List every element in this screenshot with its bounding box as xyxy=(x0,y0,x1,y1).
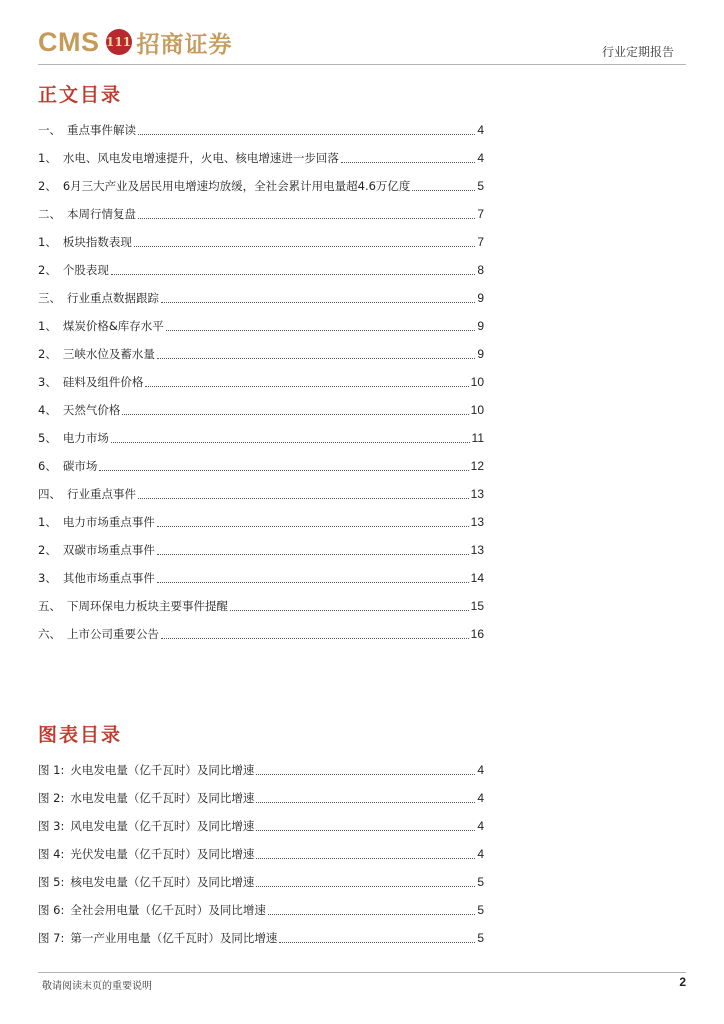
toc-entry-page: 12 xyxy=(470,459,484,473)
toc-entry[interactable] xyxy=(38,228,484,256)
toc-entry-title: 重点事件解读 xyxy=(67,123,136,137)
footer-disclaimer-note: 敬请阅读末页的重要说明 xyxy=(42,981,152,992)
toc-entry-page: 14 xyxy=(470,571,484,585)
toc-entry-number: 5、 xyxy=(38,431,57,445)
toc-entry-number: 图 2: xyxy=(38,791,65,805)
toc-dot-leader xyxy=(157,358,475,359)
toc-dot-leader xyxy=(157,582,469,583)
toc-entry-title: 水电发电量（亿千瓦时）及同比增速 xyxy=(70,791,255,805)
toc-entry[interactable] xyxy=(38,592,484,620)
toc-dot-leader xyxy=(412,190,475,191)
toc-entry-number: 3、 xyxy=(38,375,57,389)
toc-entry-page: 7 xyxy=(477,235,484,249)
toc-entry-title: 本周行情复盘 xyxy=(67,207,136,221)
toc-entry-page: 10 xyxy=(470,375,484,389)
toc-dot-leader xyxy=(138,218,475,219)
toc-entry-title: 火电发电量（亿千瓦时）及同比增速 xyxy=(70,763,255,777)
toc-dot-leader xyxy=(256,830,475,831)
toc-entry-number: 四、 xyxy=(38,487,61,501)
toc-entry-title: 双碳市场重点事件 xyxy=(62,543,155,557)
toc-entry-page: 4 xyxy=(477,151,484,165)
footer-divider xyxy=(38,972,686,973)
figure-toc-entry[interactable] xyxy=(38,840,484,868)
toc-entry-page: 13 xyxy=(470,487,484,501)
toc-entry-number: 五、 xyxy=(38,599,61,613)
toc-entry-title: 风电发电量（亿千瓦时）及同比增速 xyxy=(70,819,255,833)
toc-entry-title: 全社会用电量（亿千瓦时）及同比增速 xyxy=(70,903,266,917)
toc-entry[interactable] xyxy=(38,116,484,144)
toc-entry-title: 第一产业用电量（亿千瓦时）及同比增速 xyxy=(70,931,278,945)
toc-dot-leader xyxy=(161,302,475,303)
toc-entry-title: 碳市场 xyxy=(62,459,98,473)
toc-dot-leader xyxy=(157,526,469,527)
toc-entry[interactable] xyxy=(38,508,484,536)
toc-entry-page: 13 xyxy=(470,543,484,557)
company-logo xyxy=(38,26,233,58)
toc-entry-number: 1、 xyxy=(38,515,57,529)
toc-entry-number: 图 6: xyxy=(38,903,65,917)
toc-entry[interactable] xyxy=(38,424,484,452)
toc-entry[interactable] xyxy=(38,620,484,648)
toc-entry-page: 4 xyxy=(477,763,484,777)
toc-entry-page: 8 xyxy=(477,263,484,277)
toc-dot-leader xyxy=(341,162,475,163)
toc-entry-number: 1、 xyxy=(38,235,57,249)
toc-entry-number: 2、 xyxy=(38,543,57,557)
toc-entry-page: 9 xyxy=(477,347,484,361)
figure-toc-entry[interactable] xyxy=(38,924,484,952)
toc-entry-number: 4、 xyxy=(38,403,57,417)
toc-entry-title: 行业重点事件 xyxy=(67,487,136,501)
toc-entry-title: 核电发电量（亿千瓦时）及同比增速 xyxy=(70,875,255,889)
figure-toc-entry[interactable] xyxy=(38,756,484,784)
toc-dot-leader xyxy=(268,914,475,915)
figure-toc-title: 图表目录 xyxy=(38,724,123,746)
toc-entry-number: 图 3: xyxy=(38,819,65,833)
toc-entry[interactable] xyxy=(38,536,484,564)
toc-entry[interactable] xyxy=(38,452,484,480)
toc-dot-leader xyxy=(166,330,476,331)
toc-entry[interactable] xyxy=(38,144,484,172)
toc-entry-title: 上市公司重要公告 xyxy=(67,627,159,641)
page-number: 2 xyxy=(679,975,686,989)
toc-entry[interactable] xyxy=(38,368,484,396)
toc-entry[interactable] xyxy=(38,172,484,200)
toc-entry-page: 5 xyxy=(477,931,484,945)
toc-entry-number: 1、 xyxy=(38,151,57,165)
toc-entry[interactable] xyxy=(38,480,484,508)
figure-toc-entry[interactable] xyxy=(38,812,484,840)
toc-entry-page: 4 xyxy=(477,847,484,861)
toc-dot-leader xyxy=(99,470,468,471)
toc-dot-leader xyxy=(279,942,475,943)
toc-entry-title: 6月三大产业及居民用电增速均放缓，全社会累计用电量超4.6万亿度 xyxy=(62,179,411,193)
toc-entry-number: 2、 xyxy=(38,179,57,193)
logo-chinese-text: 招商证券 xyxy=(136,30,233,58)
toc-entry-number: 六、 xyxy=(38,627,61,641)
toc-entry-number: 3、 xyxy=(38,571,57,585)
toc-entry[interactable] xyxy=(38,200,484,228)
toc-dot-leader xyxy=(145,386,468,387)
toc-dot-leader xyxy=(138,498,469,499)
main-toc-title: 正文目录 xyxy=(38,84,123,106)
toc-entry-title: 三峡水位及蓄水量 xyxy=(62,347,155,361)
toc-entry-page: 5 xyxy=(477,179,484,193)
toc-entry-page: 9 xyxy=(477,319,484,333)
toc-dot-leader xyxy=(122,414,468,415)
toc-entry[interactable] xyxy=(38,396,484,424)
toc-entry-page: 11 xyxy=(471,431,484,445)
figure-toc-entry[interactable] xyxy=(38,896,484,924)
toc-entry-page: 4 xyxy=(477,791,484,805)
toc-entry-number: 一、 xyxy=(38,123,61,137)
toc-entry-number: 三、 xyxy=(38,291,61,305)
toc-entry-number: 1、 xyxy=(38,319,57,333)
toc-dot-leader xyxy=(256,774,475,775)
toc-entry-title: 行业重点数据跟踪 xyxy=(67,291,159,305)
toc-dot-leader xyxy=(230,610,469,611)
logo-badge-icon: 111 xyxy=(106,29,132,55)
toc-entry-page: 10 xyxy=(470,403,484,417)
toc-entry[interactable] xyxy=(38,564,484,592)
toc-entry[interactable] xyxy=(38,256,484,284)
toc-dot-leader xyxy=(256,886,475,887)
toc-entry-number: 图 4: xyxy=(38,847,65,861)
toc-dot-leader xyxy=(256,802,475,803)
figure-toc-list xyxy=(38,756,484,952)
toc-entry-title: 其他市场重点事件 xyxy=(62,571,155,585)
report-type-label: 行业定期报告 xyxy=(601,45,674,59)
toc-entry-page: 15 xyxy=(470,599,484,613)
toc-entry-page: 9 xyxy=(477,291,484,305)
toc-entry-title: 下周环保电力板块主要事件提醒 xyxy=(67,599,228,613)
toc-dot-leader xyxy=(157,554,469,555)
toc-entry-page: 16 xyxy=(470,627,484,641)
toc-entry-number: 2、 xyxy=(38,263,57,277)
toc-entry-page: 5 xyxy=(477,875,484,889)
toc-dot-leader xyxy=(134,246,475,247)
toc-dot-leader xyxy=(111,442,470,443)
toc-entry-number: 6、 xyxy=(38,459,57,473)
toc-entry-title: 天然气价格 xyxy=(62,403,121,417)
figure-toc-entry[interactable] xyxy=(38,784,484,812)
page-header xyxy=(38,24,686,66)
toc-entry-number: 二、 xyxy=(38,207,61,221)
toc-entry-page: 5 xyxy=(477,903,484,917)
logo-latin-text: CMS xyxy=(38,26,100,57)
toc-dot-leader xyxy=(161,638,469,639)
toc-entry[interactable] xyxy=(38,284,484,312)
toc-entry-page: 4 xyxy=(477,123,484,137)
toc-entry-page: 7 xyxy=(477,207,484,221)
toc-entry-title: 个股表现 xyxy=(62,263,109,277)
main-toc-list xyxy=(38,116,484,648)
toc-entry-title: 电力市场重点事件 xyxy=(62,515,155,529)
toc-entry-title: 板块指数表现 xyxy=(62,235,132,249)
toc-entry-title: 煤炭价格&库存水平 xyxy=(62,319,164,333)
toc-dot-leader xyxy=(111,274,475,275)
toc-dot-leader xyxy=(138,134,475,135)
toc-entry-number: 图 7: xyxy=(38,931,65,945)
figure-toc-entry[interactable] xyxy=(38,868,484,896)
toc-dot-leader xyxy=(256,858,475,859)
toc-entry[interactable] xyxy=(38,340,484,368)
toc-entry-number: 图 1: xyxy=(38,763,65,777)
toc-entry-number: 图 5: xyxy=(38,875,65,889)
toc-entry-page: 4 xyxy=(477,819,484,833)
toc-entry-number: 2、 xyxy=(38,347,57,361)
toc-entry-title: 光伏发电量（亿千瓦时）及同比增速 xyxy=(70,847,255,861)
toc-entry-title: 水电、风电发电增速提升，火电、核电增速进一步回落 xyxy=(62,151,339,165)
header-divider xyxy=(38,64,686,65)
toc-entry-title: 硅料及组件价格 xyxy=(62,375,144,389)
toc-entry-page: 13 xyxy=(470,515,484,529)
toc-entry-title: 电力市场 xyxy=(62,431,109,445)
toc-entry[interactable] xyxy=(38,312,484,340)
